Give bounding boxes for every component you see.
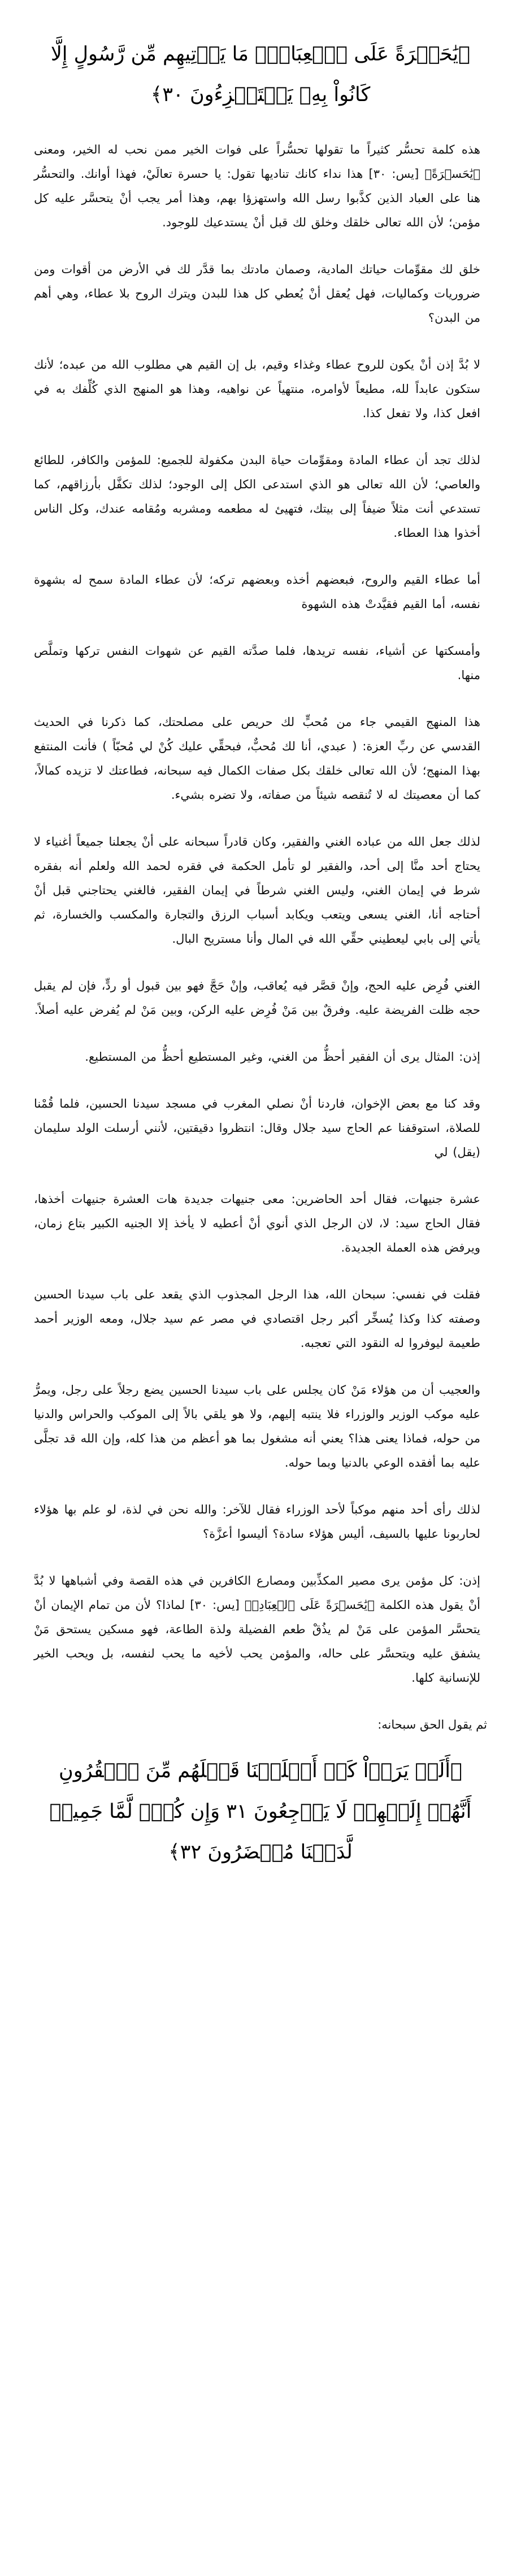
paragraph: عشرة جنيهات، فقال أحد الحاضرين: معى جنيهات جديدة هات العشرة جنيهات أخذها، فقال الحاج سيد: لا، لان الرجل الذي أنوي أنْ أعطيه لا يأخذ إلا الجنيه الكبير بتاع زمان، ويرفض هذه العملة الجديدة. [34, 1192, 480, 1254]
paragraph: إذن: المثال يرى أن الفقير أحظُّ من الغني، وغير المستطيع أحظُّ من المستطيع. [85, 1050, 480, 1064]
paragraph: هذا المنهج القيمي جاء من مُحبٍّ لك حريص على مصلحتك، كما ذكرنا في الحديث القدسي عن ربِّ العزة: ( عبدي، أنا لك مُحبٌّ، فبحقِّي عليك كُنْ لي مُحبّاً ) فأنت المنتفع بهذا المنهج؛ لأن الله تعالى خلقك بكل صفات الكمال فيه سبحانه، فطاعتك لا تزيده كمالاً، كما أن معصيتك له لا تُنقصه شيئاً من صفاته، ولا تضره بشيء. [34, 715, 480, 802]
paragraph: فقلت في نفسي: سبحان الله، هذا الرجل المجذوب الذي يقعد على باب سيدنا الحسين وصفته كذا وكذا يُسخِّر أكبر رجل اقتصادي في مصر عم سيد جلال، ومعه الوزير أحمد طعيمة ليوفروا له النقود التي تعجبه. [34, 1288, 480, 1350]
paragraph: لذلك تجد أن عطاء المادة ومقوِّمات حياة البدن مكفولة للجميع: للمؤمن والكافر، للطائع والعاصي؛ لأن الله تعالى هو الذي استدعى الكل إلى الوجود؛ لذلك تكفَّل بأرزاقهم، كما تستدعي أنت مثلاً ضيفاً إلى بيتك، فتهيئ له مطعمه ومشربه ومُقامه عندك، وكل الناس أخذوا هذا العطاء. [34, 453, 480, 540]
quran-verse-top: ﴿يَٰحَسۡرَةً عَلَى ٱلۡعِبَادِۚ مَا يَأۡتِيهِم مِّن رَّسُولٍ إِلَّا كَانُواْ بِهِۦ يَسۡتَهۡزِءُونَ ٣٠﴾ [50, 43, 471, 106]
paragraph: إذن: كل مؤمن يرى مصير المكذِّبين ومصارع الكافرين في هذه القصة وفي أشباهها لا بُدَّ أنْ يقول هذه الكلمة ﴿يَٰحَسۡرَةً عَلَى ٱلۡعِبَادِۚ﴾ [يس: ٣٠] لماذا؟ لأن من تمام الإيمان أنْ يتحسَّر المؤمن على مَنْ لم يذُقْ طعم الفضيلة ولذة الطاعة، فهو مسكين يستحق مَنْ يشفق عليه ويتحسَّر على حاله، والمؤمن يحب لأخيه ما يحب لنفسه، بل ويحب الخير للإنسانية كلها. [34, 1574, 481, 1685]
paragraph: خلق لك مقوِّمات حياتك المادية، وصمان مادتك بما قدَّر لك في الأرض من أقوات ومن ضروريات وكماليات، فهل يُعقل أنْ يُعطي كل هذا للبدن ويترك الروح بلا عطاء، وهي أهم من البدن؟ [34, 263, 480, 325]
paragraph: لذلك جعل الله من عباده الغني والفقير، وكان قادراً سبحانه على أنْ يجعلنا جميعاً أغنياء لا يحتاج أحد منَّا إلى أحد، والفقير لو تأمل الحكمة في فقره لحمد الله ولعلم أنه بفقره شرط في إيمان الغني، وليس الغني شرطاً في إيمان الفقير، فالغني يحتاجني قبل أنْ أحتاجه أنا، الغني يسعى ويتعب ويكابد أسباب الرزق والتجارة والمكسب والخسارة، ثم يأتي إلى بابي ليعطيني حقِّي الله في المال وأنا مستريح البال. [34, 835, 480, 946]
paragraph: الغني فُرِض عليه الحج، وإنْ قصَّر فيه يُعاقب، وإنْ حَجَّ فهو بين قبول أو ردٍّ، فإن لم يقبل حجه ظلت الفريضة عليه. وفرقٌ بين مَنْ فُرِض عليه الركن، وبين مَنْ لم يُفرض عليه أصلاً. [34, 979, 480, 1017]
paragraph: هذه كلمة تحسُّر كثيراً ما تقولها تحسُّراً على فوات الخير ممن نحب له الخير، ومعنى ﴿يَٰحَسۡرَةً﴾ [يس: ٣٠] هذا نداء كانك تناديها تقول: يا حسرة تعالَيْ، فهذا أوانك. والتحسُّر هنا على العباد الذين كذَّبوا رسل الله واستهزؤا بهم، وهذا أمر يجب أنْ يتحسَّر عليه كل مؤمن؛ لأن الله تعالى خلقك وخلق لك قبل أنْ يستدعيك للوجود. [34, 143, 480, 229]
quran-verse-bottom: ﴿أَلَمۡ يَرَوۡاْ كَمۡ أَهۡلَكۡنَا قَبۡلَهُم مِّنَ ٱلۡقُرُونِ أَنَّهُمۡ إِلَيۡهِمۡ لَا يَرۡجِعُونَ ٣١ وَإِن كُلّٞ لَّمَّا جَمِيعٞ لَّدَيۡنَا مُحۡضَرُونَ ٣٢﴾ [49, 1760, 472, 1864]
paragraph: لا بُدَّ إذن أنْ يكون للروح عطاء وغذاء وقيم، بل إن القيم هي مطلوب الله من عبده؛ لأنك ستكون عابداً لله، مطيعاً لأوامره، منتهياً عن نواهيه، وهذا هو المنهج الذي كُلِّفك به في افعل كذا، ولا تفعل كذا. [34, 358, 480, 420]
paragraph: والعجيب أن من هؤلاء مَنْ كان يجلس على باب سيدنا الحسين يضع رجلاً على رجل، ويمرُّ عليه موكب الوزير والوزراء فلا ينتبه إليهم، ولا هو يلقي بالاً إلى الموكب والحراس والدنيا من حوله، فماذا يعنى هذا؟ يعني أنه مشغول بما هو أعظم من هذا كله، وإن الله قد تجلَّى عليه بما أفقده الوعي بالدنيا وبما حوله. [34, 1383, 480, 1469]
paragraph: وقد كنا مع بعض الإخوان، فاردنا أنْ نصلي المغرب في مسجد سيدنا الحسين، فلما قُمْنا للصلاة، استوقفنا عم الحاج سيد جلال وقال: انتظروا دقيقتين، لأنني أرسلت الولد سليمان (يقل) لي [34, 1097, 480, 1159]
paragraph: وأمسكتها عن أشياء، نفسه تريدها، فلما صدَّته القيم عن شهوات النفس تركها وتملَّص منها. [34, 644, 480, 682]
body-text [34, 138, 487, 1690]
paragraph: لذلك رأى أحد منهم موكباً لأحد الوزراء فقال للآخر: والله نحن في لذة، لو علم بها هؤلاء لحاربونا عليها بالسيف، أليس هؤلاء سادة؟ أليسوا أعزَّة؟ [34, 1503, 480, 1541]
paragraph: أما عطاء القيم والروح، فبعضهم أخذه وبعضهم تركه؛ لأن عطاء المادة سمح له بشهوة نفسه، أما القيم فقيَّدتْ هذه الشهوة [34, 573, 480, 611]
closing-line: ثم يقول الحق سبحانه: [377, 1718, 487, 1731]
